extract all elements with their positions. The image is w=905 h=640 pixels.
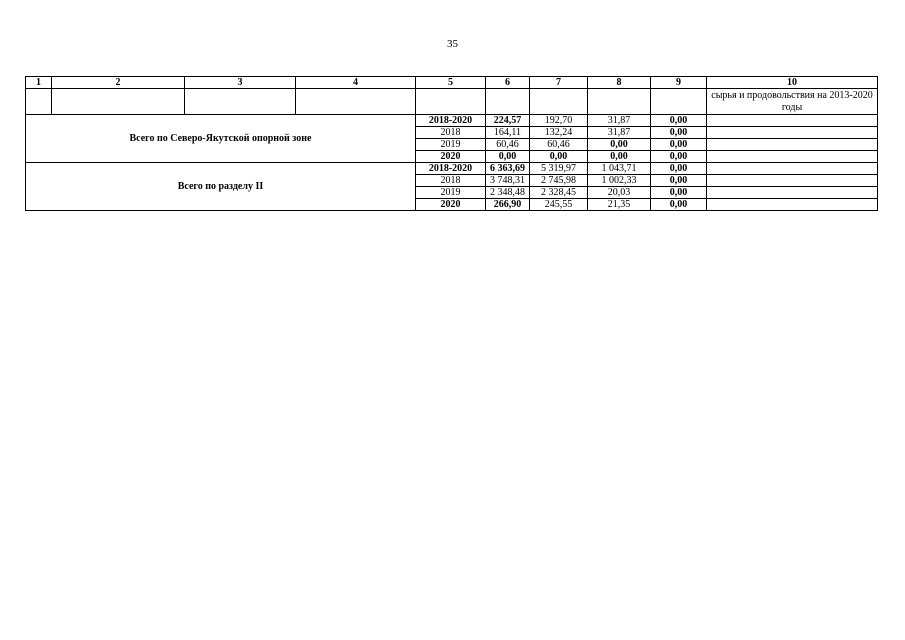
value-cell: 224,57 [486, 115, 530, 127]
value-cell: 3 748,31 [486, 175, 530, 187]
table-cell [707, 139, 878, 151]
table-cell [185, 89, 296, 115]
value-cell: 0,00 [651, 175, 707, 187]
table-cell [26, 89, 52, 115]
value-cell: 0,00 [651, 187, 707, 199]
value-cell: 0,00 [588, 151, 651, 163]
value-cell: 1 002,33 [588, 175, 651, 187]
value-cell: 0,00 [651, 115, 707, 127]
value-cell: 2 745,98 [530, 175, 588, 187]
value-cell: 31,87 [588, 127, 651, 139]
table-cell [416, 89, 486, 115]
table-cell [707, 199, 878, 211]
value-cell: 60,46 [486, 139, 530, 151]
value-cell: 21,35 [588, 199, 651, 211]
table-cell [296, 89, 416, 115]
column-header-1: 1 [26, 77, 52, 89]
table-cell [486, 89, 530, 115]
period-cell: 2020 [416, 151, 486, 163]
column-header-5: 5 [416, 77, 486, 89]
column-header-7: 7 [530, 77, 588, 89]
value-cell: 6 363,69 [486, 163, 530, 175]
table-row [26, 163, 878, 175]
period-cell: 2018-2020 [416, 163, 486, 175]
column-header-3: 3 [185, 77, 296, 89]
value-cell: 20,03 [588, 187, 651, 199]
budget-table [25, 76, 878, 211]
table-cell [707, 187, 878, 199]
period-cell: 2018 [416, 127, 486, 139]
table-cell [52, 89, 185, 115]
period-cell: 2020 [416, 199, 486, 211]
column-header-4: 4 [296, 77, 416, 89]
value-cell: 245,55 [530, 199, 588, 211]
value-cell: 132,24 [530, 127, 588, 139]
value-cell: 31,87 [588, 115, 651, 127]
group-label-section-ii: Всего по разделу II [26, 163, 416, 211]
period-cell: 2018 [416, 175, 486, 187]
column-header-9: 9 [651, 77, 707, 89]
value-cell: 5 319,97 [530, 163, 588, 175]
table-cell [588, 89, 651, 115]
value-cell: 0,00 [651, 151, 707, 163]
value-cell: 164,11 [486, 127, 530, 139]
column-number-row [26, 77, 878, 89]
continuation-row [26, 89, 878, 115]
table-cell [707, 151, 878, 163]
value-cell: 0,00 [530, 151, 588, 163]
value-cell: 60,46 [530, 139, 588, 151]
value-cell: 192,70 [530, 115, 588, 127]
value-cell: 2 328,45 [530, 187, 588, 199]
program-description-cell: сырья и продовольствия на 2013-2020 годы [707, 89, 878, 115]
value-cell: 0,00 [651, 127, 707, 139]
value-cell: 0,00 [651, 139, 707, 151]
value-cell: 0,00 [651, 199, 707, 211]
value-cell: 0,00 [651, 163, 707, 175]
value-cell: 1 043,71 [588, 163, 651, 175]
period-cell: 2018-2020 [416, 115, 486, 127]
table-cell [651, 89, 707, 115]
table-cell [707, 163, 878, 175]
column-header-2: 2 [52, 77, 185, 89]
value-cell: 0,00 [588, 139, 651, 151]
value-cell: 0,00 [486, 151, 530, 163]
column-header-8: 8 [588, 77, 651, 89]
table-cell [707, 175, 878, 187]
value-cell: 2 348,48 [486, 187, 530, 199]
table-cell [530, 89, 588, 115]
table-cell [707, 127, 878, 139]
column-header-6: 6 [486, 77, 530, 89]
group-label-north-yakut-zone: Всего по Северо-Якутской опорной зоне [26, 115, 416, 163]
table-cell [707, 115, 878, 127]
period-cell: 2019 [416, 139, 486, 151]
value-cell: 266,90 [486, 199, 530, 211]
period-cell: 2019 [416, 187, 486, 199]
table-row [26, 115, 878, 127]
column-header-10: 10 [707, 77, 878, 89]
page-number: 35 [447, 38, 458, 50]
